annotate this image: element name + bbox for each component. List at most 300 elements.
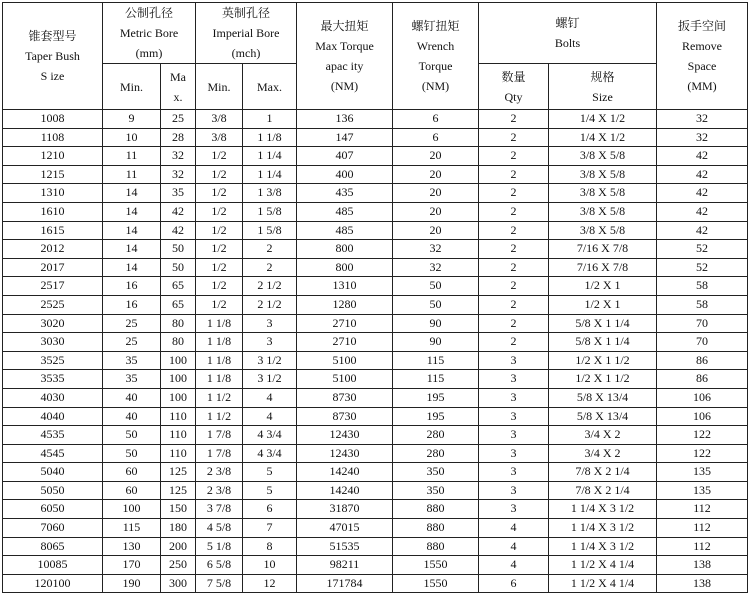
cell-metric-max: 300 (161, 574, 196, 593)
table-row (3, 202, 748, 221)
table-row (3, 221, 748, 240)
cell-wrench-torque: 90 (393, 333, 479, 352)
cell-metric-max: 110 (161, 426, 196, 445)
cell-remove-space: 52 (657, 240, 748, 259)
cell-metric-min: 115 (103, 519, 161, 538)
cell-max-torque: 51535 (297, 537, 393, 556)
cell-remove-space: 52 (657, 258, 748, 277)
cell-metric-max: 80 (161, 314, 196, 333)
cell-bolt-qty: 3 (479, 407, 549, 426)
cell-max-torque: 136 (297, 110, 393, 129)
cell-metric-min: 16 (103, 277, 161, 296)
cell-bolt-size: 5/8 X 1 1/4 (549, 333, 657, 352)
cell-bolt-qty: 2 (479, 277, 549, 296)
table-row (3, 184, 748, 203)
cell-bolt-qty: 3 (479, 444, 549, 463)
header-remove-space: 扳手空间 Remove Space (MM) (657, 3, 748, 110)
cell-wrench-torque: 350 (393, 463, 479, 482)
cell-remove-space: 58 (657, 295, 748, 314)
cell-max-torque: 485 (297, 221, 393, 240)
cell-bolt-size: 3/8 X 5/8 (549, 165, 657, 184)
cell-max-torque: 147 (297, 128, 393, 147)
table-row (3, 407, 748, 426)
cell-imperial-max: 3 1/2 (243, 370, 297, 389)
cell-metric-max: 125 (161, 463, 196, 482)
cell-wrench-torque: 280 (393, 426, 479, 445)
cell-metric-min: 170 (103, 556, 161, 575)
cell-bolt-qty: 2 (479, 165, 549, 184)
cell-imperial-max: 1 1/8 (243, 128, 297, 147)
cell-remove-space: 42 (657, 184, 748, 203)
cell-bolt-qty: 3 (479, 481, 549, 500)
cell-remove-space: 32 (657, 128, 748, 147)
table-row (3, 147, 748, 166)
cell-size: 3020 (3, 314, 103, 333)
taper-bush-spec-table (2, 2, 748, 593)
cell-imperial-min: 1 1/8 (196, 314, 243, 333)
cell-remove-space: 42 (657, 165, 748, 184)
cell-size: 8065 (3, 537, 103, 556)
cell-wrench-torque: 115 (393, 370, 479, 389)
cell-wrench-torque: 20 (393, 165, 479, 184)
cell-imperial-max: 1 1/4 (243, 147, 297, 166)
cell-size: 4535 (3, 426, 103, 445)
cell-imperial-max: 12 (243, 574, 297, 593)
cell-bolt-qty: 2 (479, 128, 549, 147)
header-metric-min: Min. (103, 64, 161, 110)
cell-bolt-size: 3/8 X 5/8 (549, 184, 657, 203)
cell-imperial-min: 1/2 (196, 184, 243, 203)
cell-imperial-min: 3 7/8 (196, 500, 243, 519)
cell-remove-space: 138 (657, 556, 748, 575)
cell-wrench-torque: 115 (393, 351, 479, 370)
cell-bolt-qty: 2 (479, 110, 549, 129)
table-row (3, 426, 748, 445)
cell-imperial-min: 1/2 (196, 147, 243, 166)
cell-size: 3525 (3, 351, 103, 370)
cell-metric-max: 32 (161, 147, 196, 166)
cell-bolt-size: 3/4 X 2 (549, 444, 657, 463)
cell-bolt-size: 1/2 X 1 (549, 277, 657, 296)
cell-wrench-torque: 880 (393, 500, 479, 519)
cell-wrench-torque: 6 (393, 128, 479, 147)
cell-max-torque: 8730 (297, 388, 393, 407)
cell-imperial-max: 4 (243, 388, 297, 407)
cell-wrench-torque: 20 (393, 202, 479, 221)
cell-remove-space: 135 (657, 481, 748, 500)
cell-bolt-qty: 4 (479, 537, 549, 556)
cell-imperial-max: 5 (243, 481, 297, 500)
table-row (3, 388, 748, 407)
cell-max-torque: 800 (297, 258, 393, 277)
table-row (3, 314, 748, 333)
header-max-torque: 最大扭矩 Max Torque apac ity (NM) (297, 3, 393, 110)
cell-bolt-qty: 4 (479, 556, 549, 575)
cell-bolt-qty: 2 (479, 295, 549, 314)
cell-metric-min: 50 (103, 426, 161, 445)
cell-max-torque: 5100 (297, 351, 393, 370)
cell-imperial-max: 2 (243, 258, 297, 277)
cell-remove-space: 32 (657, 110, 748, 129)
cell-imperial-max: 1 3/8 (243, 184, 297, 203)
cell-metric-min: 130 (103, 537, 161, 556)
cell-metric-min: 14 (103, 258, 161, 277)
cell-metric-min: 190 (103, 574, 161, 593)
cell-metric-min: 35 (103, 351, 161, 370)
cell-max-torque: 800 (297, 240, 393, 259)
cell-bolt-size: 3/8 X 5/8 (549, 221, 657, 240)
cell-imperial-min: 3/8 (196, 110, 243, 129)
cell-size: 1615 (3, 221, 103, 240)
cell-imperial-min: 4 5/8 (196, 519, 243, 538)
cell-metric-max: 110 (161, 407, 196, 426)
cell-max-torque: 171784 (297, 574, 393, 593)
cell-wrench-torque: 880 (393, 537, 479, 556)
cell-wrench-torque: 1550 (393, 556, 479, 575)
cell-size: 1108 (3, 128, 103, 147)
cell-wrench-torque: 50 (393, 277, 479, 296)
cell-remove-space: 112 (657, 537, 748, 556)
cell-metric-min: 14 (103, 221, 161, 240)
header-bolt-size: 规格 Size (549, 64, 657, 110)
table-row (3, 165, 748, 184)
cell-imperial-max: 4 3/4 (243, 444, 297, 463)
cell-imperial-min: 1 1/8 (196, 370, 243, 389)
cell-size: 4030 (3, 388, 103, 407)
cell-size: 2525 (3, 295, 103, 314)
cell-max-torque: 435 (297, 184, 393, 203)
cell-remove-space: 42 (657, 147, 748, 166)
cell-metric-max: 250 (161, 556, 196, 575)
table-header (3, 3, 748, 110)
cell-bolt-size: 7/8 X 2 1/4 (549, 463, 657, 482)
cell-bolt-qty: 3 (479, 463, 549, 482)
header-bolt-qty: 数量 Qty (479, 64, 549, 110)
cell-bolt-size: 1/2 X 1 (549, 295, 657, 314)
cell-max-torque: 31870 (297, 500, 393, 519)
cell-metric-min: 25 (103, 314, 161, 333)
cell-wrench-torque: 195 (393, 388, 479, 407)
cell-remove-space: 112 (657, 519, 748, 538)
cell-wrench-torque: 20 (393, 147, 479, 166)
table-row (3, 258, 748, 277)
cell-remove-space: 106 (657, 388, 748, 407)
cell-metric-min: 40 (103, 407, 161, 426)
cell-metric-max: 125 (161, 481, 196, 500)
cell-size: 5040 (3, 463, 103, 482)
table-row (3, 556, 748, 575)
table-row (3, 128, 748, 147)
cell-imperial-min: 5 1/8 (196, 537, 243, 556)
cell-wrench-torque: 20 (393, 221, 479, 240)
cell-bolt-size: 1/2 X 1 1/2 (549, 370, 657, 389)
cell-imperial-min: 1 1/2 (196, 388, 243, 407)
cell-size: 6050 (3, 500, 103, 519)
cell-max-torque: 5100 (297, 370, 393, 389)
cell-size: 3030 (3, 333, 103, 352)
cell-imperial-min: 7 5/8 (196, 574, 243, 593)
cell-wrench-torque: 20 (393, 184, 479, 203)
table-row (3, 519, 748, 538)
cell-max-torque: 8730 (297, 407, 393, 426)
cell-metric-min: 25 (103, 333, 161, 352)
cell-imperial-max: 2 1/2 (243, 295, 297, 314)
cell-metric-min: 10 (103, 128, 161, 147)
cell-imperial-min: 1 1/8 (196, 351, 243, 370)
cell-imperial-max: 6 (243, 500, 297, 519)
cell-remove-space: 42 (657, 202, 748, 221)
cell-imperial-max: 4 (243, 407, 297, 426)
cell-bolt-qty: 3 (479, 388, 549, 407)
cell-wrench-torque: 880 (393, 519, 479, 538)
cell-remove-space: 122 (657, 444, 748, 463)
cell-max-torque: 2710 (297, 314, 393, 333)
cell-max-torque: 407 (297, 147, 393, 166)
cell-max-torque: 12430 (297, 426, 393, 445)
cell-bolt-size: 3/8 X 5/8 (549, 147, 657, 166)
header-taper-bush-size: 锥套型号 Taper Bush S ize (3, 3, 103, 110)
table-row (3, 333, 748, 352)
table-row (3, 500, 748, 519)
cell-wrench-torque: 90 (393, 314, 479, 333)
cell-max-torque: 14240 (297, 481, 393, 500)
header-metric-max: Ma x. (161, 64, 196, 110)
cell-metric-max: 42 (161, 221, 196, 240)
cell-bolt-qty: 2 (479, 333, 549, 352)
cell-metric-min: 9 (103, 110, 161, 129)
cell-bolt-qty: 2 (479, 202, 549, 221)
cell-imperial-min: 3/8 (196, 128, 243, 147)
cell-wrench-torque: 50 (393, 295, 479, 314)
cell-max-torque: 2710 (297, 333, 393, 352)
cell-size: 1610 (3, 202, 103, 221)
cell-bolt-size: 7/16 X 7/8 (549, 240, 657, 259)
cell-imperial-min: 1/2 (196, 221, 243, 240)
table-row (3, 537, 748, 556)
cell-bolt-qty: 3 (479, 351, 549, 370)
table-row (3, 481, 748, 500)
cell-imperial-min: 2 3/8 (196, 481, 243, 500)
cell-imperial-min: 1/2 (196, 240, 243, 259)
cell-metric-max: 35 (161, 184, 196, 203)
cell-bolt-qty: 2 (479, 184, 549, 203)
header-wrench-torque: 螺钉扭矩 Wrench Torque (NM) (393, 3, 479, 110)
cell-bolt-size: 1/4 X 1/2 (549, 110, 657, 129)
cell-bolt-qty: 2 (479, 240, 549, 259)
header-bolts: 螺钉 Bolts (479, 3, 657, 64)
cell-imperial-min: 1/2 (196, 258, 243, 277)
cell-bolt-size: 1 1/2 X 4 1/4 (549, 574, 657, 593)
cell-bolt-qty: 3 (479, 370, 549, 389)
cell-bolt-size: 3/4 X 2 (549, 426, 657, 445)
cell-metric-min: 14 (103, 240, 161, 259)
table-row (3, 277, 748, 296)
cell-remove-space: 138 (657, 574, 748, 593)
cell-bolt-qty: 2 (479, 314, 549, 333)
cell-metric-min: 11 (103, 165, 161, 184)
cell-imperial-max: 2 1/2 (243, 277, 297, 296)
cell-imperial-max: 8 (243, 537, 297, 556)
cell-max-torque: 1280 (297, 295, 393, 314)
cell-size: 120100 (3, 574, 103, 593)
cell-imperial-min: 1 1/2 (196, 407, 243, 426)
cell-size: 4040 (3, 407, 103, 426)
cell-bolt-size: 1 1/4 X 3 1/2 (549, 519, 657, 538)
cell-metric-max: 100 (161, 351, 196, 370)
cell-metric-max: 110 (161, 444, 196, 463)
cell-size: 10085 (3, 556, 103, 575)
cell-bolt-size: 3/8 X 5/8 (549, 202, 657, 221)
cell-max-torque: 485 (297, 202, 393, 221)
cell-imperial-min: 1 7/8 (196, 426, 243, 445)
cell-size: 1008 (3, 110, 103, 129)
cell-size: 2012 (3, 240, 103, 259)
cell-max-torque: 1310 (297, 277, 393, 296)
cell-wrench-torque: 6 (393, 110, 479, 129)
cell-bolt-size: 5/8 X 13/4 (549, 407, 657, 426)
cell-imperial-max: 3 (243, 314, 297, 333)
cell-metric-max: 65 (161, 277, 196, 296)
cell-bolt-size: 5/8 X 1 1/4 (549, 314, 657, 333)
cell-imperial-min: 6 5/8 (196, 556, 243, 575)
cell-bolt-size: 5/8 X 13/4 (549, 388, 657, 407)
table-row (3, 574, 748, 593)
cell-bolt-size: 1 1/4 X 3 1/2 (549, 500, 657, 519)
cell-size: 4545 (3, 444, 103, 463)
cell-size: 2017 (3, 258, 103, 277)
cell-metric-min: 100 (103, 500, 161, 519)
cell-bolt-qty: 2 (479, 258, 549, 277)
table-row (3, 444, 748, 463)
cell-metric-max: 180 (161, 519, 196, 538)
cell-metric-max: 100 (161, 388, 196, 407)
cell-remove-space: 86 (657, 370, 748, 389)
cell-bolt-qty: 2 (479, 221, 549, 240)
cell-wrench-torque: 32 (393, 240, 479, 259)
cell-imperial-min: 1 1/8 (196, 333, 243, 352)
cell-size: 1310 (3, 184, 103, 203)
cell-metric-max: 80 (161, 333, 196, 352)
cell-wrench-torque: 350 (393, 481, 479, 500)
cell-bolt-qty: 3 (479, 426, 549, 445)
cell-imperial-max: 1 (243, 110, 297, 129)
cell-imperial-max: 7 (243, 519, 297, 538)
table-row (3, 295, 748, 314)
cell-remove-space: 106 (657, 407, 748, 426)
cell-metric-min: 40 (103, 388, 161, 407)
cell-metric-min: 60 (103, 481, 161, 500)
cell-metric-min: 11 (103, 147, 161, 166)
cell-size: 1210 (3, 147, 103, 166)
cell-metric-max: 50 (161, 258, 196, 277)
cell-bolt-size: 1/4 X 1/2 (549, 128, 657, 147)
cell-max-torque: 14240 (297, 463, 393, 482)
cell-bolt-size: 1 1/2 X 4 1/4 (549, 556, 657, 575)
cell-metric-max: 42 (161, 202, 196, 221)
cell-metric-max: 200 (161, 537, 196, 556)
table-body (3, 110, 748, 593)
cell-metric-min: 35 (103, 370, 161, 389)
cell-bolt-qty: 6 (479, 574, 549, 593)
cell-size: 5050 (3, 481, 103, 500)
header-imperial-max: Max. (243, 64, 297, 110)
cell-bolt-size: 1 1/4 X 3 1/2 (549, 537, 657, 556)
cell-metric-min: 14 (103, 184, 161, 203)
cell-remove-space: 70 (657, 314, 748, 333)
header-imperial-bore: 英制孔径 Imperial Bore (mch) (196, 3, 297, 64)
cell-max-torque: 12430 (297, 444, 393, 463)
cell-metric-min: 50 (103, 444, 161, 463)
cell-bolt-size: 7/8 X 2 1/4 (549, 481, 657, 500)
table-row (3, 463, 748, 482)
cell-metric-min: 60 (103, 463, 161, 482)
cell-imperial-max: 10 (243, 556, 297, 575)
cell-imperial-max: 4 3/4 (243, 426, 297, 445)
cell-bolt-size: 1/2 X 1 1/2 (549, 351, 657, 370)
cell-imperial-min: 1 7/8 (196, 444, 243, 463)
cell-bolt-qty: 4 (479, 519, 549, 538)
cell-remove-space: 112 (657, 500, 748, 519)
cell-metric-max: 100 (161, 370, 196, 389)
cell-size: 7060 (3, 519, 103, 538)
cell-metric-max: 32 (161, 165, 196, 184)
cell-metric-max: 65 (161, 295, 196, 314)
cell-max-torque: 400 (297, 165, 393, 184)
cell-imperial-min: 1/2 (196, 202, 243, 221)
cell-wrench-torque: 195 (393, 407, 479, 426)
cell-imperial-min: 2 3/8 (196, 463, 243, 482)
table-row (3, 110, 748, 129)
cell-bolt-qty: 3 (479, 500, 549, 519)
cell-size: 1215 (3, 165, 103, 184)
cell-imperial-min: 1/2 (196, 165, 243, 184)
cell-remove-space: 86 (657, 351, 748, 370)
cell-metric-min: 16 (103, 295, 161, 314)
cell-metric-max: 50 (161, 240, 196, 259)
cell-imperial-max: 2 (243, 240, 297, 259)
cell-max-torque: 47015 (297, 519, 393, 538)
cell-remove-space: 70 (657, 333, 748, 352)
table-row (3, 240, 748, 259)
table-row (3, 370, 748, 389)
cell-remove-space: 135 (657, 463, 748, 482)
cell-size: 3535 (3, 370, 103, 389)
cell-metric-max: 25 (161, 110, 196, 129)
cell-remove-space: 122 (657, 426, 748, 445)
cell-remove-space: 58 (657, 277, 748, 296)
cell-metric-max: 28 (161, 128, 196, 147)
cell-max-torque: 98211 (297, 556, 393, 575)
cell-imperial-max: 3 1/2 (243, 351, 297, 370)
cell-imperial-min: 1/2 (196, 277, 243, 296)
cell-imperial-max: 1 1/4 (243, 165, 297, 184)
cell-metric-max: 150 (161, 500, 196, 519)
header-metric-bore: 公制孔径 Metric Bore (mm) (103, 3, 196, 64)
cell-bolt-qty: 2 (479, 147, 549, 166)
cell-wrench-torque: 32 (393, 258, 479, 277)
cell-remove-space: 42 (657, 221, 748, 240)
cell-imperial-max: 1 5/8 (243, 221, 297, 240)
header-imperial-min: Min. (196, 64, 243, 110)
cell-wrench-torque: 280 (393, 444, 479, 463)
cell-wrench-torque: 1550 (393, 574, 479, 593)
cell-imperial-max: 5 (243, 463, 297, 482)
cell-imperial-max: 1 5/8 (243, 202, 297, 221)
cell-bolt-size: 7/16 X 7/8 (549, 258, 657, 277)
cell-imperial-min: 1/2 (196, 295, 243, 314)
cell-metric-min: 14 (103, 202, 161, 221)
cell-imperial-max: 3 (243, 333, 297, 352)
